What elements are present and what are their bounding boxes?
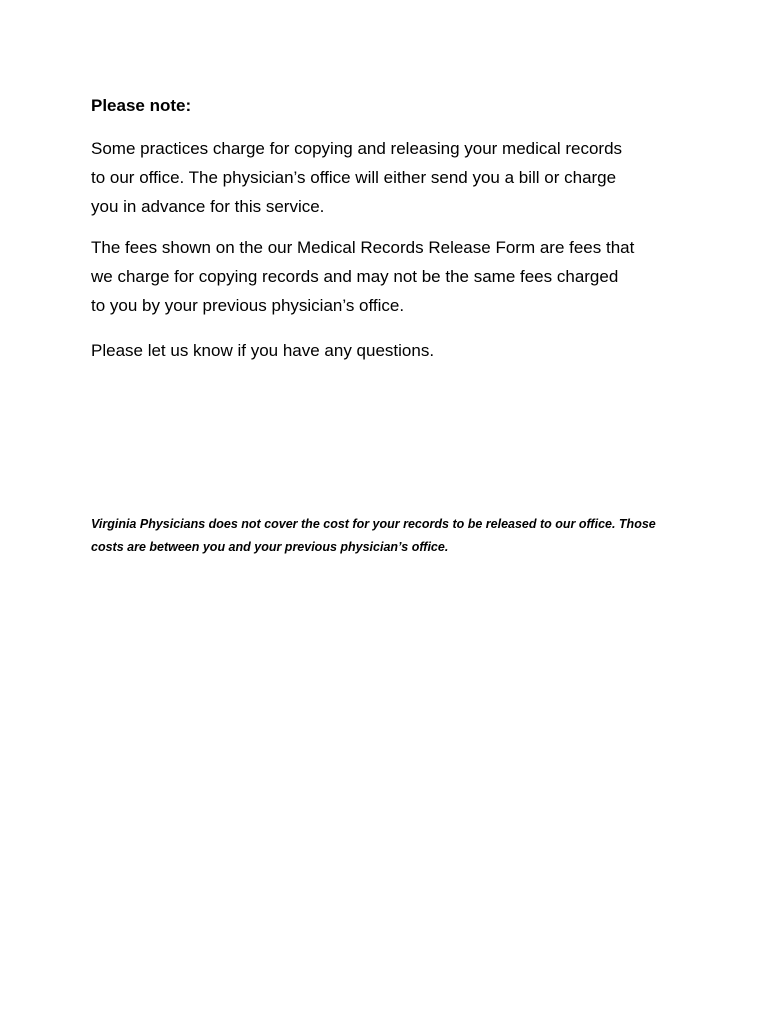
footnote-cost-disclaimer: Virginia Physicians does not cover the cost for your records to be released to our office. Those costs are between you and your previous physician’s office. <box>91 517 656 554</box>
paragraph-copying-charges: Some practices charge for copying and releasing your medical records to our office. The physician’s office will either send you a bill or charge you in advance for this service. <box>91 139 623 216</box>
paragraph-fees-shown: The fees shown on the our Medical Records Release Form are fees that we charge for copying records and may not be the same fees charged to you by your previous physician’s office. <box>91 238 635 315</box>
note-heading: Please note: <box>91 96 192 115</box>
paragraph-questions: Please let us know if you have any questions. <box>91 341 435 360</box>
